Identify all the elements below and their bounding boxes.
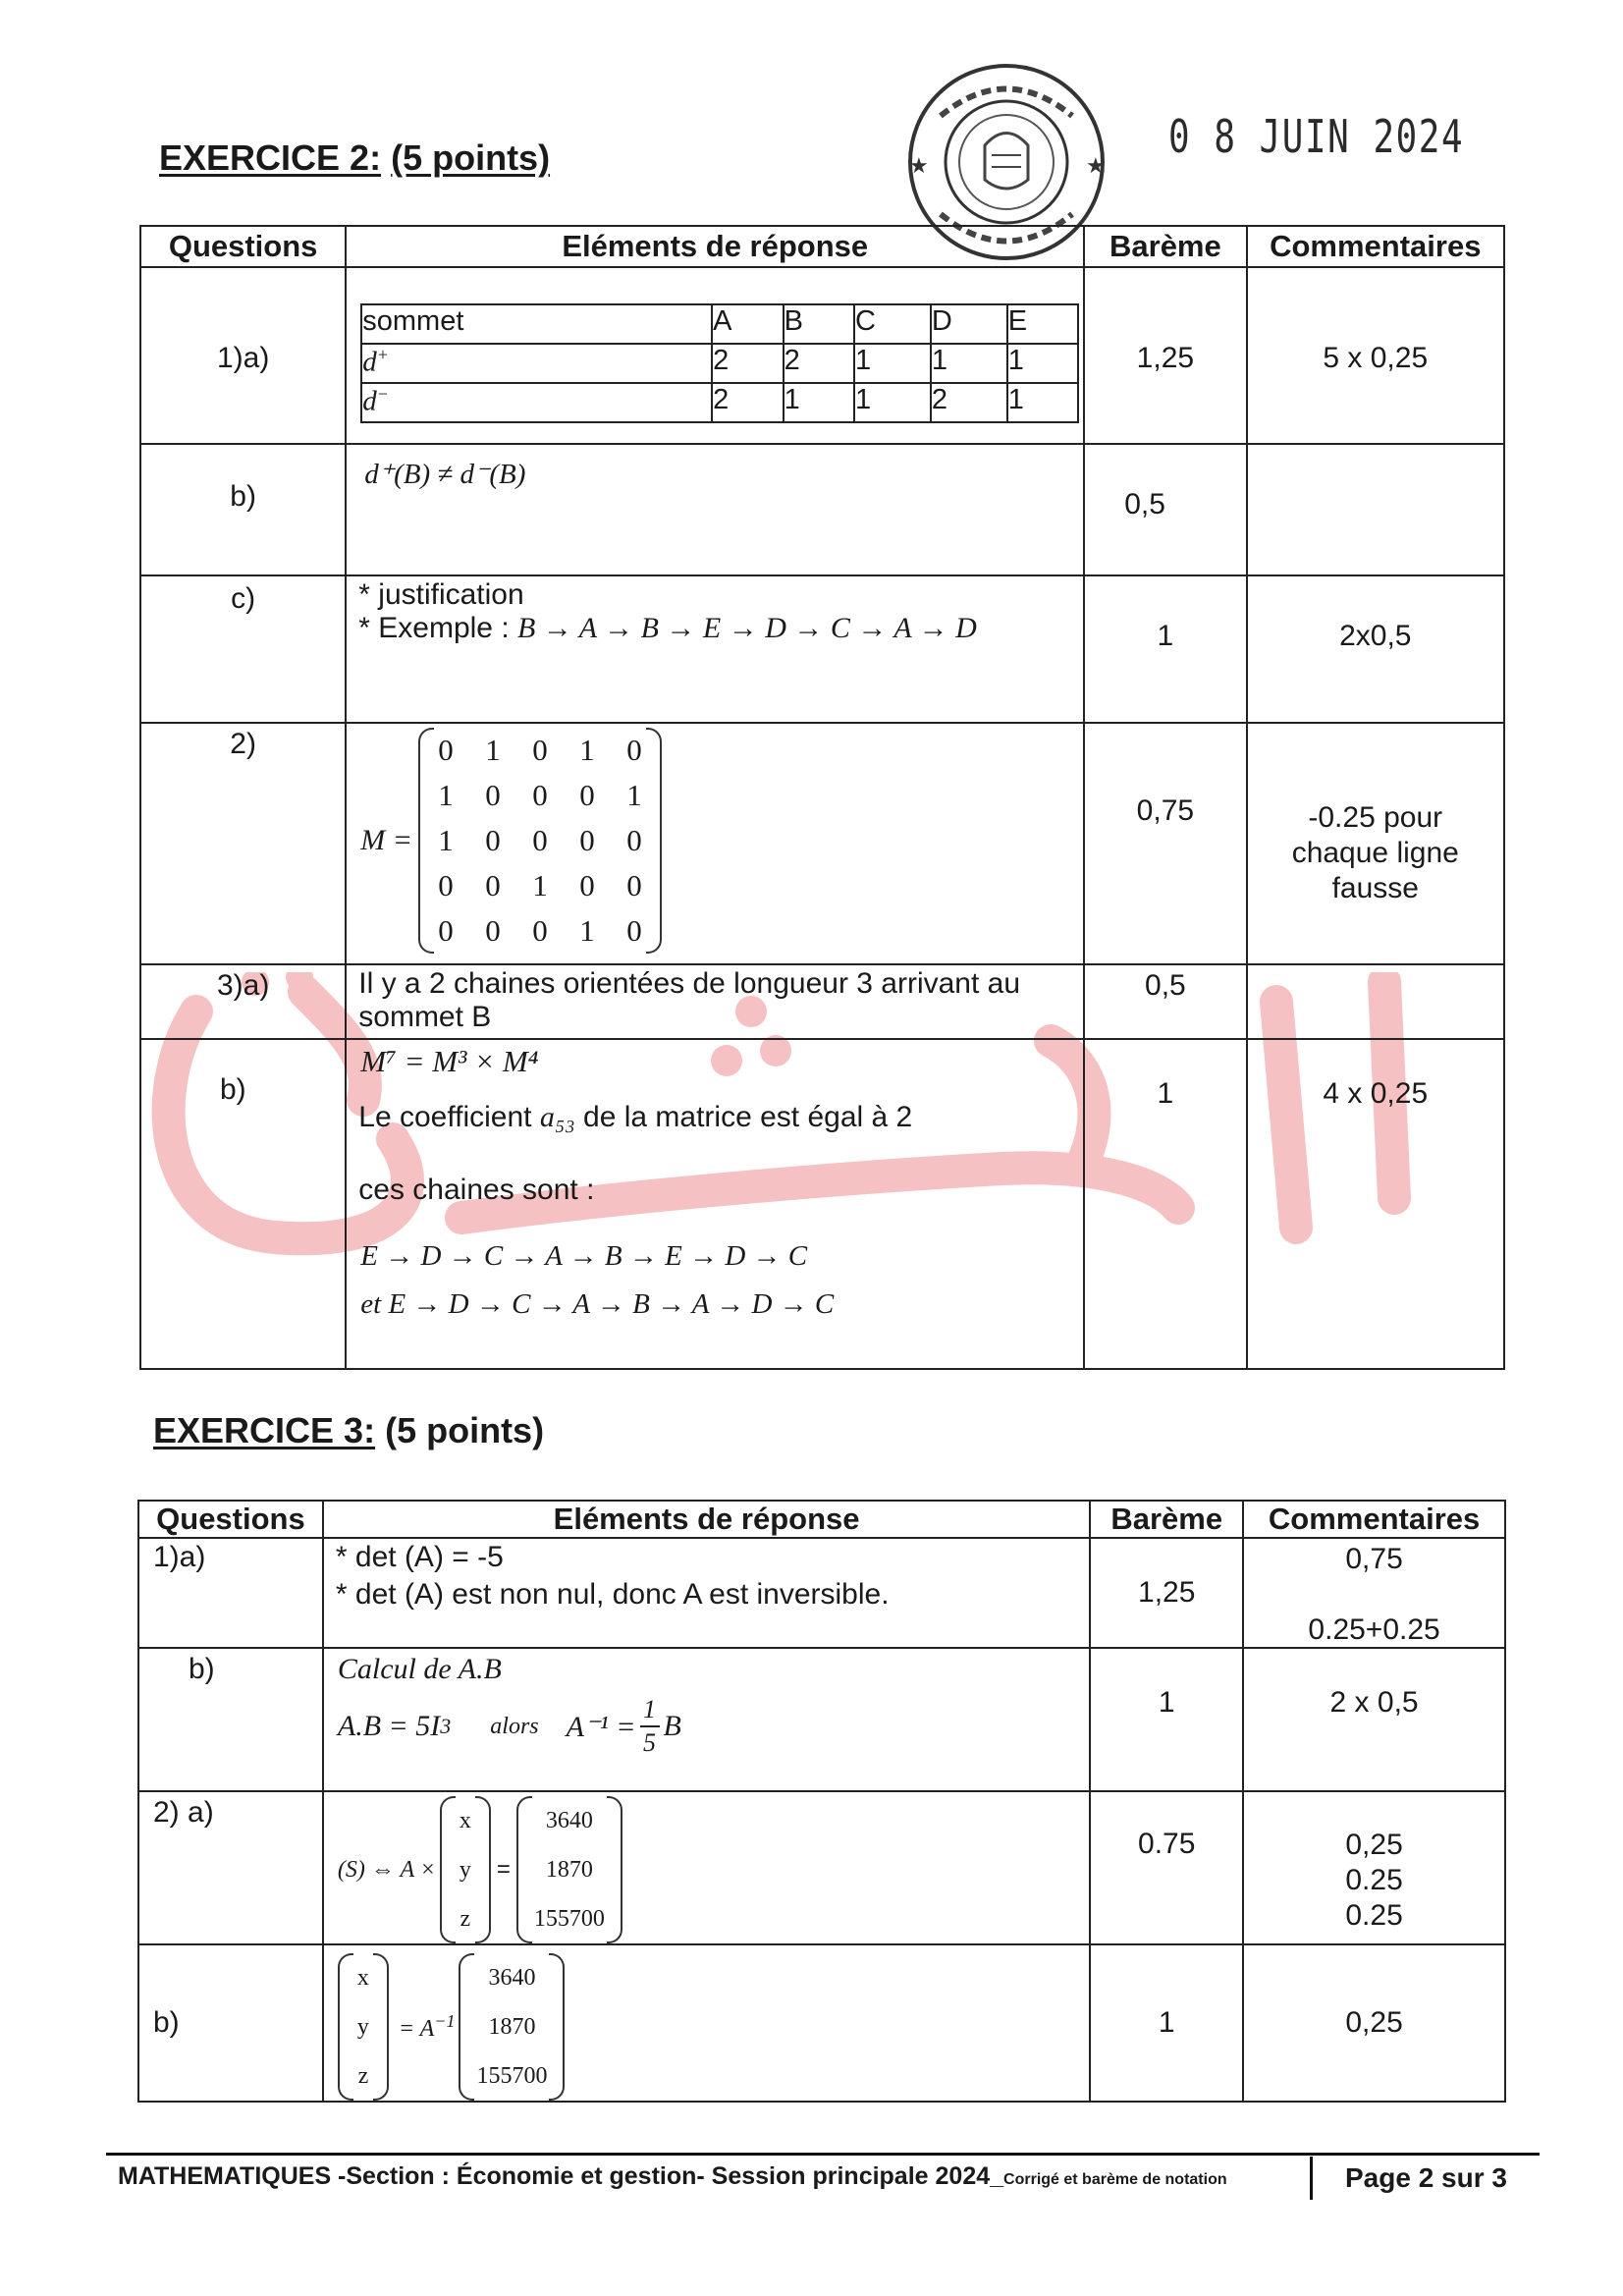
answer-cell <box>346 1039 1084 1369</box>
exercise-3-title <box>153 1410 544 1451</box>
matrix-entry: 0 <box>485 778 501 812</box>
chains-label: ces chaines sont : <box>358 1174 595 1206</box>
footer-separator <box>1310 2157 1313 2200</box>
question-label: 3)a) <box>140 964 346 1039</box>
matrix-entry: 1 <box>438 778 454 812</box>
vector-entry: 3640 <box>545 1808 593 1833</box>
question-label: b) <box>138 1648 323 1791</box>
example-line: * Exemple : B → A → B → E → D → C → A → D <box>358 612 977 644</box>
footer-subject: MATHEMATIQUES -Section : Économie et gestion- Session principale 2024_Corrigé et barème de notation <box>118 2162 1227 2190</box>
question-label: b) <box>138 1944 323 2102</box>
header-bareme: Barème <box>1084 226 1246 267</box>
matrix-row <box>422 818 658 863</box>
question-label: 2) <box>140 723 346 964</box>
matrix-row <box>422 773 658 818</box>
exercise-3-label: EXERCICE 3: <box>153 1410 376 1450</box>
justification-text: * justification <box>358 578 524 611</box>
matrix-row <box>422 728 658 773</box>
vector-entry: y <box>459 1857 471 1883</box>
calcul-ab: Calcul de A.B <box>337 1653 502 1685</box>
matrix-entry: 0 <box>485 823 501 857</box>
degree-cell: 2 <box>931 383 1007 422</box>
vector-entry: z <box>460 1906 471 1932</box>
vector-rhs <box>462 1953 561 2101</box>
degree-cell: 2 <box>712 383 783 422</box>
header-questions: Questions <box>138 1501 323 1538</box>
question-label: 1)a) <box>140 267 346 444</box>
vector-entry: x <box>459 1808 471 1833</box>
bareme-cell: 0,75 <box>1084 723 1246 964</box>
vector-entry: z <box>357 2063 369 2089</box>
header-commentaires: Commentaires <box>1243 1501 1505 1538</box>
bareme-cell: 0.75 <box>1090 1791 1243 1944</box>
question-label: 1)a) <box>138 1538 323 1648</box>
comment-cell: 0,25 0.25 0.25 <box>1243 1791 1505 1944</box>
matrix-entry: 0 <box>485 913 501 948</box>
footer-rule <box>106 2153 1540 2156</box>
matrix-row <box>422 863 658 908</box>
chain-1: E → D → C → A → B → E → D → C <box>360 1240 808 1272</box>
date-stamp: 0 8 JUIN 2024 <box>1168 110 1465 163</box>
vector-entry: 155700 <box>476 2063 548 2089</box>
svg-text:★: ★ <box>1086 153 1106 178</box>
matrix-entry: 1 <box>579 913 595 948</box>
degree-cell: 1 <box>1007 383 1078 422</box>
bareme-cell: 1 <box>1090 1648 1243 1791</box>
degree-header-cell: A <box>712 304 783 344</box>
matrix-entry: 1 <box>532 868 548 902</box>
vector-entry: x <box>356 1965 369 1991</box>
matrix-entry: 0 <box>438 868 454 902</box>
matrix-entry: 0 <box>626 913 642 948</box>
comment-cell: 2x0,5 <box>1247 575 1504 723</box>
matrix-row <box>422 908 658 954</box>
vector-entry: 1870 <box>545 1857 593 1883</box>
matrix-m <box>422 728 658 954</box>
answer-cell <box>346 267 1084 444</box>
comment-cell: -0.25 pour chaque ligne fausse <box>1247 723 1504 964</box>
exercise-2-label: EXERCICE 2: <box>159 137 382 178</box>
page-number: Page 2 sur 3 <box>1345 2162 1507 2193</box>
vector-entry: 3640 <box>488 1965 536 1991</box>
answer-cell <box>346 575 1084 723</box>
inverse-times: = $A^{-1}$ <box>398 2011 456 2042</box>
answer-cell <box>346 964 1084 1039</box>
inverse-formula: A.B = 5I 3 alors A⁻¹ = 1 5 B <box>337 1695 681 1757</box>
degree-header-cell: E <box>1007 304 1078 344</box>
system-equivalence: (S) ⇔ A × <box>337 1856 436 1883</box>
exercise-2-table <box>139 225 1505 1370</box>
matrix-entry: 0 <box>579 823 595 857</box>
svg-text:★: ★ <box>909 153 929 178</box>
det-value: * det (A) = -5 <box>335 1541 504 1573</box>
coefficient-line: Le coefficient a₅₃ de la matrice est égal à 2 <box>358 1101 913 1133</box>
exercise-2-title <box>159 137 550 179</box>
matrix-entry: 1 <box>579 733 595 767</box>
matrix-entry: 0 <box>532 913 548 948</box>
question-label: b) <box>140 444 346 575</box>
header-bareme: Barème <box>1090 1501 1243 1538</box>
comment-cell: 0,25 <box>1243 1944 1505 2102</box>
matrix-entry: 1 <box>438 823 454 857</box>
comment-cell <box>1247 444 1504 575</box>
header-elements: Eléments de réponse <box>346 226 1084 267</box>
bareme-cell: 0,5 <box>1084 444 1246 575</box>
det-conclusion: * det (A) est non nul, donc A est inversible. <box>335 1578 890 1611</box>
vector-entry: 1870 <box>488 2014 536 2040</box>
bareme-cell: 0,5 <box>1084 964 1246 1039</box>
power-equation: M⁷ = M³ × M⁴ <box>360 1044 539 1078</box>
chain-2: et E → D → C → A → B → A → D → C <box>360 1288 835 1320</box>
matrix-entry: 0 <box>626 823 642 857</box>
vector-xyz <box>342 1953 385 2101</box>
degree-table <box>360 303 1079 423</box>
exercise-3-points: (5 points) <box>385 1410 545 1450</box>
matrix-entry: 0 <box>626 868 642 902</box>
degree-cell: 1 <box>931 344 1007 383</box>
header-commentaires: Commentaires <box>1247 226 1504 267</box>
degree-cell: 2 <box>712 344 783 383</box>
question-label: c) <box>140 575 346 723</box>
question-label: 2) a) <box>138 1791 323 1944</box>
d-minus-label: d− <box>361 383 712 422</box>
degree-inequality: d⁺(B) ≠ d⁻(B) <box>364 459 526 490</box>
answer-cell <box>346 723 1084 964</box>
exercise-2-points: (5 points) <box>391 137 551 178</box>
vector-entry: y <box>356 2014 369 2040</box>
matrix-entry: 0 <box>532 733 548 767</box>
matrix-entry: 0 <box>532 778 548 812</box>
matrix-entry: 0 <box>626 733 642 767</box>
degree-header-cell: B <box>784 304 854 344</box>
matrix-entry: 0 <box>438 733 454 767</box>
matrix-entry: 0 <box>579 778 595 812</box>
d-plus-label: d+ <box>361 344 712 383</box>
degree-cell: 1 <box>784 383 854 422</box>
degree-header-cell: C <box>854 304 931 344</box>
vector-entry: 155700 <box>533 1906 605 1932</box>
header-questions: Questions <box>140 226 346 267</box>
answer-cell <box>323 1538 1090 1648</box>
degree-header-cell: D <box>931 304 1007 344</box>
matrix-entry: 0 <box>532 823 548 857</box>
answer-cell: (S) ⇔ A × x y z = 3640 1870 155700 <box>323 1791 1090 1944</box>
degree-cell: 2 <box>784 344 854 383</box>
question-label: b) <box>140 1039 346 1369</box>
answer-cell <box>323 1648 1090 1791</box>
matrix-label: M = <box>360 824 412 856</box>
comment-cell: 2 x 0,5 <box>1243 1648 1505 1791</box>
matrix-entry: 0 <box>579 868 595 902</box>
bareme-cell: 1 <box>1084 1039 1246 1369</box>
matrix-entry: 1 <box>485 733 501 767</box>
vector-rhs <box>520 1796 619 1943</box>
matrix-entry: 0 <box>485 868 501 902</box>
bareme-cell: 1 <box>1084 575 1246 723</box>
header-elements: Eléments de réponse <box>323 1501 1090 1538</box>
exercise-3-table <box>137 1500 1506 2103</box>
degree-cell: 1 <box>854 383 931 422</box>
answer-cell <box>323 1944 1090 2102</box>
degree-cell: 1 <box>854 344 931 383</box>
matrix-entry: 0 <box>438 913 454 948</box>
bareme-cell: 1 <box>1090 1944 1243 2102</box>
bareme-cell: 1,25 <box>1084 267 1246 444</box>
degree-header-cell: sommet <box>361 304 712 344</box>
comment-cell: 0,75 0.25+0.25 <box>1243 1538 1505 1648</box>
comment-cell: 5 x 0,25 <box>1247 267 1504 444</box>
vector-xyz <box>444 1796 487 1943</box>
degree-cell: 1 <box>1007 344 1078 383</box>
chains-statement: Il y a 2 chaines orientées de longueur 3 arrivant au sommet B <box>358 967 1021 1033</box>
comment-cell: 4 x 0,25 <box>1247 1039 1504 1369</box>
answer-cell <box>346 444 1084 575</box>
bareme-cell: 1,25 <box>1090 1538 1243 1648</box>
matrix-entry: 1 <box>626 778 642 812</box>
comment-cell <box>1247 964 1504 1039</box>
